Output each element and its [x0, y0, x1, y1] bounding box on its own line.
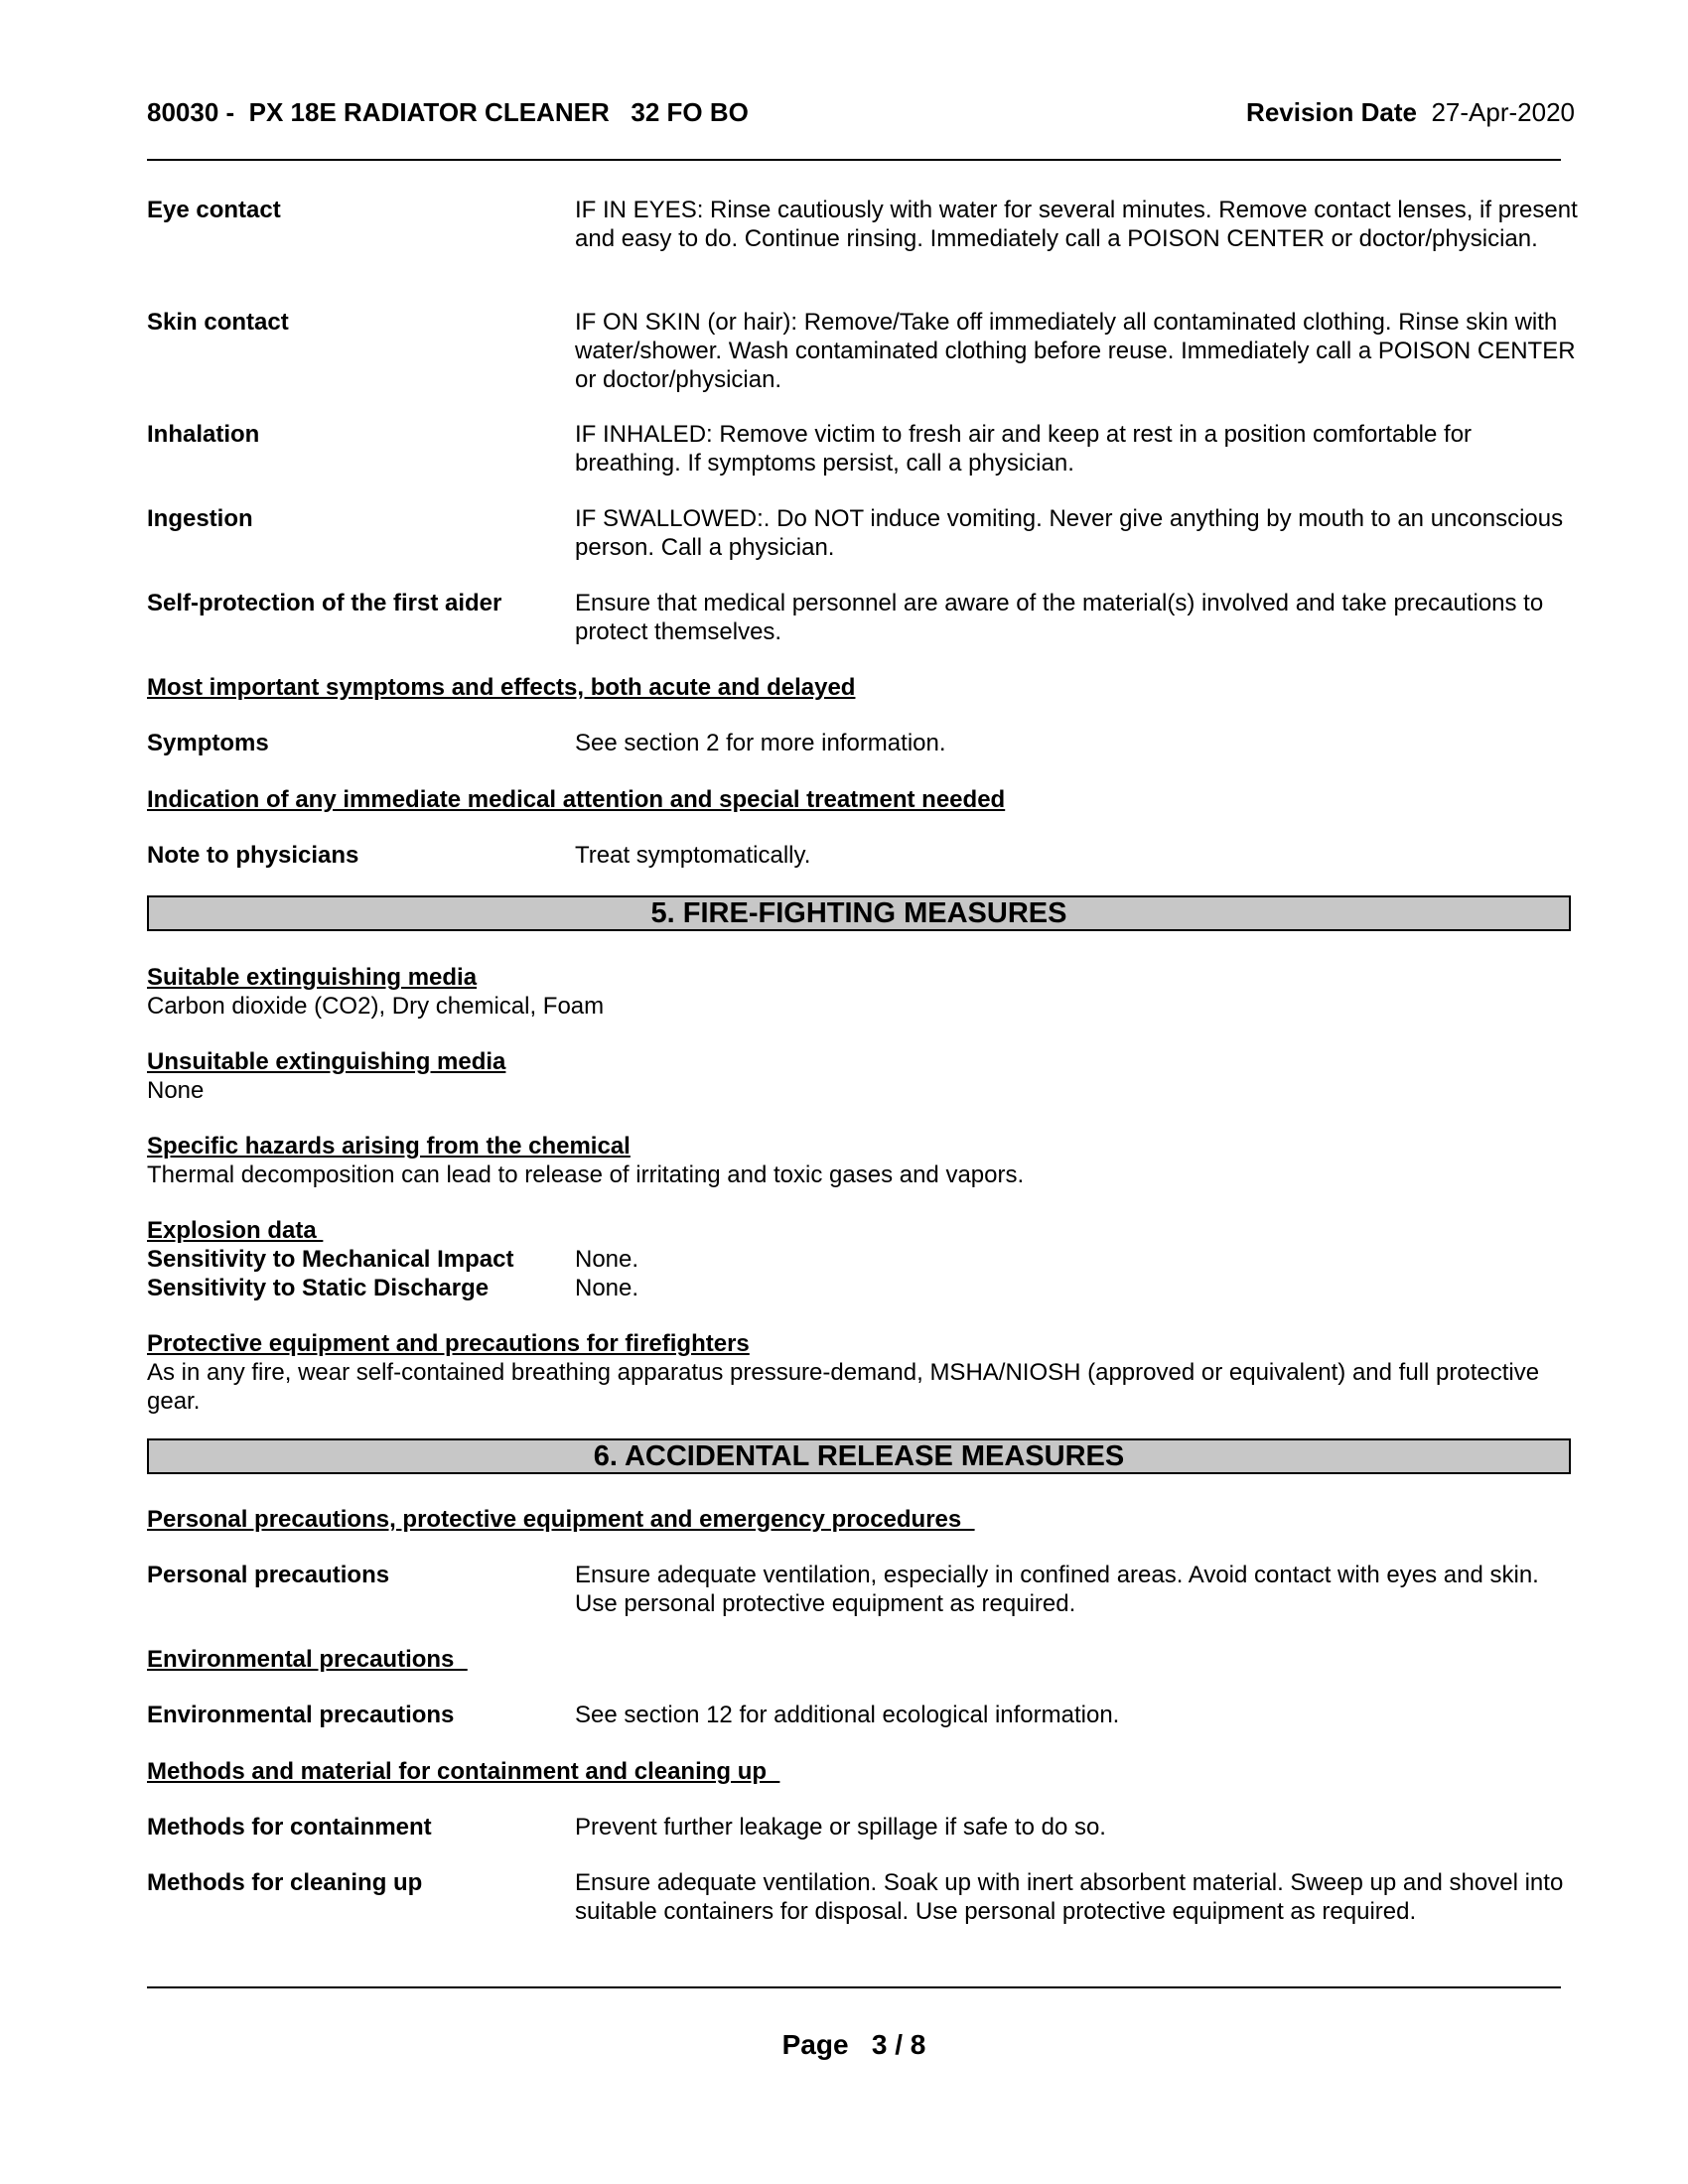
row-label: Environmental precautions: [147, 1702, 455, 1728]
row-value: IF IN EYES: Rinse cautiously with water for several minutes. Remove contact lenses, if present and easy to do. Continue rinsing. Immediately call a POISON CENTER or doctor/physician.: [575, 197, 1578, 252]
row-value: None.: [575, 1275, 639, 1301]
page-number: Page 3 / 8: [781, 2029, 926, 2060]
row-label: Eye contact: [147, 197, 281, 223]
row-value: Ensure that medical personnel are aware of the material(s) involved and take precautions to protect themselves.: [575, 590, 1544, 645]
unsuitable-media-text: None: [147, 1077, 205, 1104]
row-value: Prevent further leakage or spillage if safe to do so.: [575, 1814, 1106, 1841]
row-value: IF INHALED: Remove victim to fresh air and keep at rest in a position comfortable for breathing. If symptoms persist, call a physician.: [575, 421, 1473, 477]
page-header: [147, 97, 1575, 131]
firefighter-protection-heading: Protective equipment and precautions for firefighters: [147, 1330, 750, 1357]
footer-divider: [147, 1986, 1561, 1988]
specific-hazards-heading: Specific hazards arising from the chemical: [147, 1133, 631, 1160]
environmental-precautions-heading: Environmental precautions: [147, 1646, 468, 1673]
row-label: Ingestion: [147, 505, 253, 532]
containment-cleaning-heading: Methods and material for containment and cleaning up: [147, 1758, 780, 1785]
medical-attention-heading: Indication of any immediate medical attention and special treatment needed: [147, 786, 1006, 813]
row-label: Personal precautions: [147, 1562, 390, 1588]
row-label: Sensitivity to Mechanical Impact: [147, 1246, 514, 1273]
specific-hazards-text: Thermal decomposition can lead to release of irritating and toxic gases and vapors.: [147, 1161, 1025, 1188]
unsuitable-media-heading: Unsuitable extinguishing media: [147, 1048, 506, 1075]
row-label: Self-protection of the first aider: [147, 590, 502, 616]
revision-label: Revision Date: [1246, 97, 1417, 127]
row-value: IF ON SKIN (or hair): Remove/Take off immediately all contaminated clothing. Rinse skin with water/shower. Wash contaminated clothing before reuse. Immediately call a POISON CENTER or doctor/physician.: [575, 309, 1576, 393]
section-6-title: 6. ACCIDENTAL RELEASE MEASURES: [147, 1438, 1571, 1474]
sds-page: [147, 0, 1578, 2184]
symptoms-heading: Most important symptoms and effects, both acute and delayed: [147, 674, 856, 701]
row-label: Note to physicians: [147, 842, 359, 869]
row-label: Methods for cleaning up: [147, 1869, 423, 1896]
row-value: See section 2 for more information.: [575, 730, 946, 756]
product-title: 80030 - PX 18E RADIATOR CLEANER 32 FO BO: [147, 97, 749, 127]
revision-info: [1246, 97, 1575, 128]
row-label: Methods for containment: [147, 1814, 432, 1841]
suitable-media-heading: Suitable extinguishing media: [147, 964, 478, 991]
firefighter-protection-text: As in any fire, wear self-contained breathing apparatus pressure-demand, MSHA/NIOSH (approved or equivalent) and full protective gear.: [147, 1359, 1540, 1415]
row-value: Ensure adequate ventilation. Soak up with inert absorbent material. Sweep up and shovel into suitable containers for disposal. Use personal protective equipment as required.: [575, 1869, 1564, 1925]
row-value: None.: [575, 1246, 639, 1273]
row-value: Treat symptomatically.: [575, 842, 811, 869]
section-5-title: 5. FIRE-FIGHTING MEASURES: [147, 895, 1571, 931]
row-value: IF SWALLOWED:. Do NOT induce vomiting. Never give anything by mouth to an unconscious person. Call a physician.: [575, 505, 1564, 561]
revision-date: 27-Apr-2020: [1431, 97, 1575, 127]
header-divider: [147, 159, 1561, 161]
row-label: Sensitivity to Static Discharge: [147, 1275, 490, 1301]
row-value: See section 12 for additional ecological information.: [575, 1702, 1120, 1728]
explosion-data-heading: Explosion data: [147, 1217, 324, 1244]
suitable-media-text: Carbon dioxide (CO2), Dry chemical, Foam: [147, 993, 605, 1020]
row-label: Skin contact: [147, 309, 289, 336]
personal-precautions-heading: Personal precautions, protective equipment and emergency procedures: [147, 1506, 975, 1533]
row-value: Ensure adequate ventilation, especially in confined areas. Avoid contact with eyes and skin. Use personal protective equipment as required.: [575, 1562, 1539, 1617]
row-label: Inhalation: [147, 421, 260, 448]
row-label: Symptoms: [147, 730, 269, 756]
